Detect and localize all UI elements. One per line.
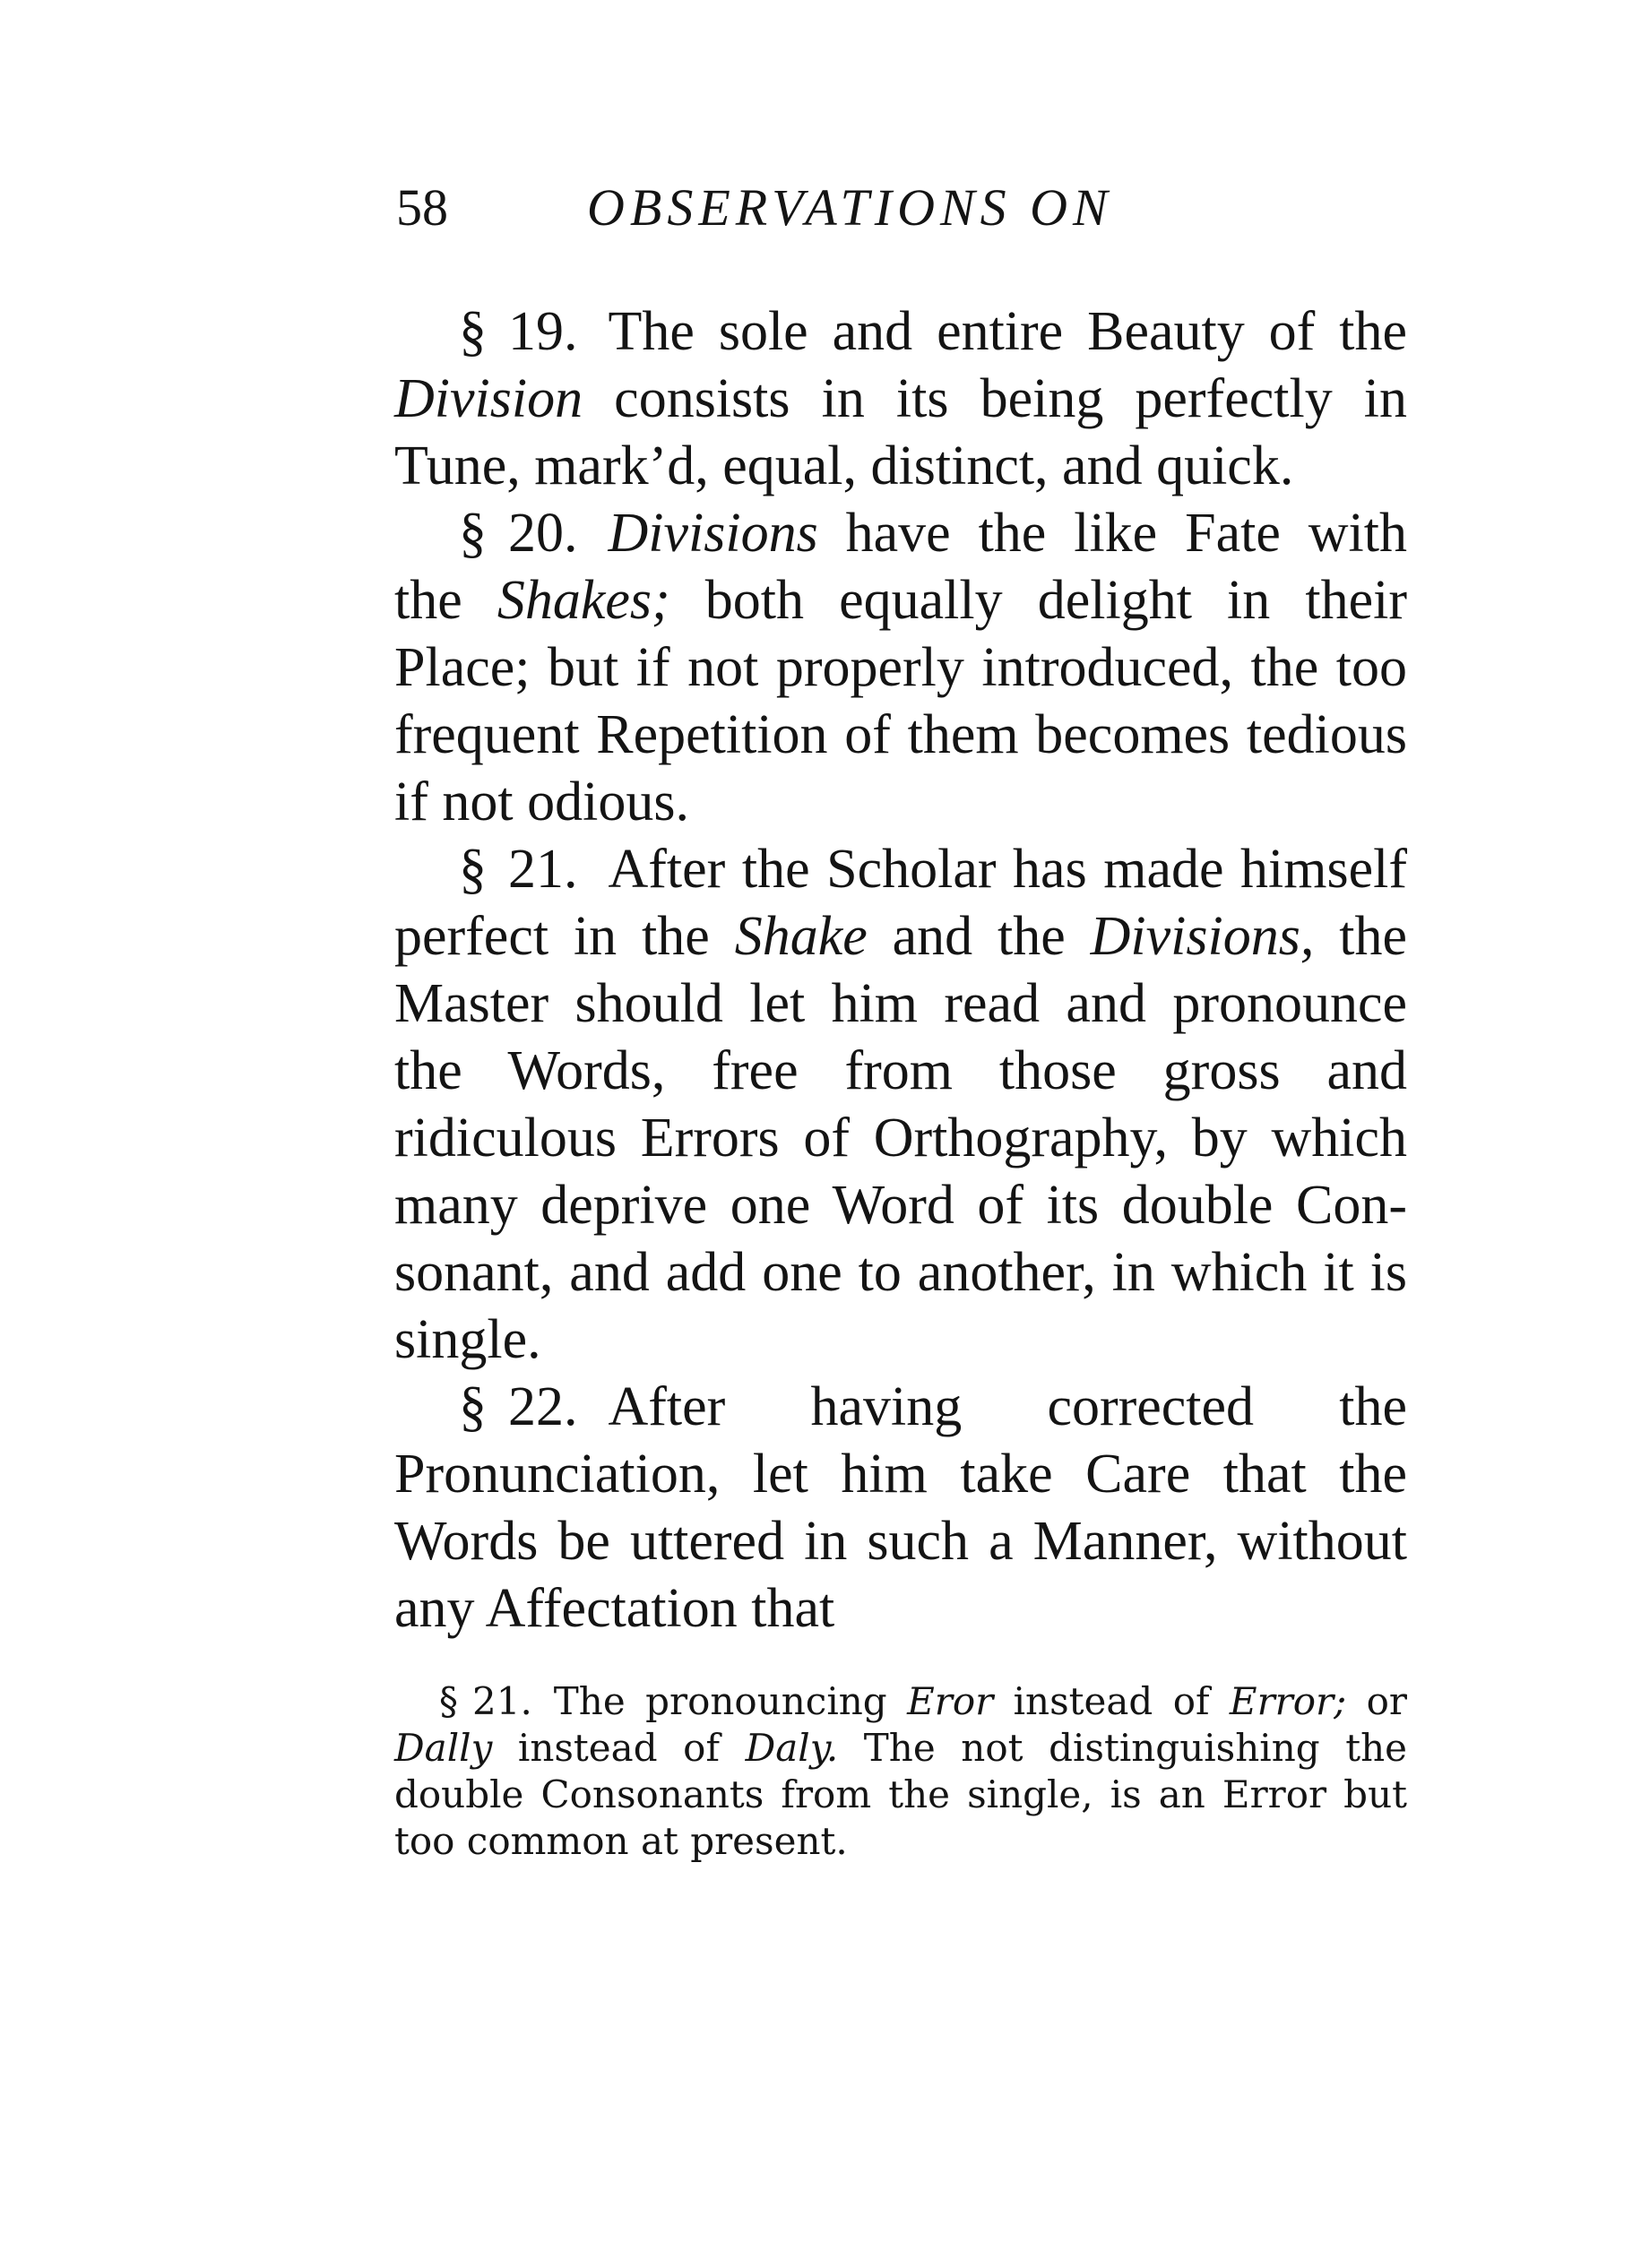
page-content xyxy=(394,175,1407,1902)
italic-text: Daly. xyxy=(745,1726,839,1770)
section-symbol: § xyxy=(459,503,487,564)
text-run: both equally delight in their Place; but if not properly introduced, the too frequent Repetition of them becomes tedious if not odious. xyxy=(394,570,1407,832)
italic-text: Divisions, xyxy=(1090,906,1315,967)
italic-text: Shakes; xyxy=(497,570,670,631)
text-run: instead of xyxy=(492,1726,746,1770)
text-run: After the Scholar has made himself perfect in the xyxy=(394,839,1407,967)
text-run: After having corrected the Pronunciation, let him take Care that the Words be uttered in such a Manner, without any Affectation that xyxy=(394,1376,1407,1639)
italic-text: Error; xyxy=(1229,1679,1347,1723)
section-number: 19. xyxy=(508,301,578,362)
text-run: The pronouncing xyxy=(553,1679,908,1723)
section-number: 22. xyxy=(508,1376,578,1437)
page-number: 58 xyxy=(396,178,448,237)
paragraph-22 xyxy=(394,1374,1407,1643)
running-title: OBSERVATIONS ON xyxy=(587,178,1113,237)
section-number: 20. xyxy=(508,503,578,564)
running-head xyxy=(394,175,1407,255)
text-run: The sole and entire Beauty of the xyxy=(608,301,1407,362)
footnote xyxy=(394,1678,1407,1865)
body-text xyxy=(394,298,1407,1643)
text-run: consists in its being perfectly in Tune, mark’d, equal, distinct, and quick. xyxy=(394,368,1407,496)
section-symbol: § xyxy=(459,1376,487,1437)
italic-text: Divisions xyxy=(608,503,818,564)
paragraph-21 xyxy=(394,836,1407,1374)
italic-text: Shake xyxy=(734,906,868,967)
section-symbol: § xyxy=(459,301,487,362)
paragraph-20 xyxy=(394,500,1407,836)
text-run: the Master should let him read and pronounce the Words, free from those gross and ridiculous Errors of Orthography, by which many deprive one Word of its double Consonant, and add one to another, in which it is single. xyxy=(394,906,1407,1370)
section-number: 21. xyxy=(508,839,578,900)
italic-text: Division xyxy=(394,368,583,429)
text-run: or xyxy=(1346,1679,1408,1723)
text-run: instead of xyxy=(993,1679,1230,1723)
italic-text: Eror xyxy=(907,1679,994,1723)
text-run: The not distinguishing the double Consonants from the single, is an Error but too common at present. xyxy=(394,1726,1408,1863)
text-run: have the like Fate with the xyxy=(394,503,1407,631)
section-symbol: § xyxy=(439,1679,458,1723)
paragraph-19 xyxy=(394,298,1407,500)
text-run: and the xyxy=(867,906,1091,967)
italic-text: Dally xyxy=(394,1726,493,1770)
section-number: 21. xyxy=(472,1679,532,1723)
section-symbol: § xyxy=(459,839,487,900)
